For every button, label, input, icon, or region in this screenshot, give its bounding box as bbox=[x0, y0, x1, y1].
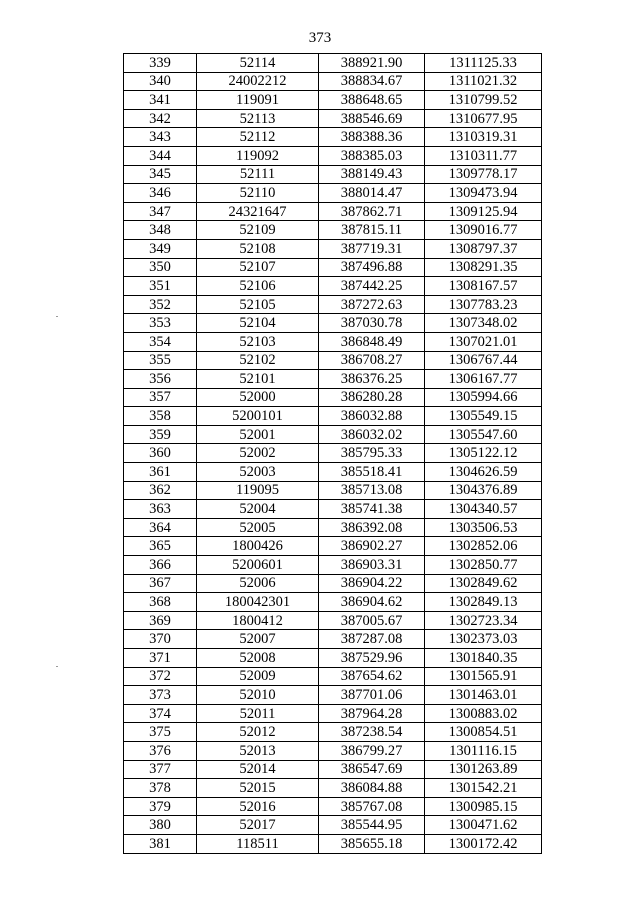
x-coordinate-cell: 388149.43 bbox=[319, 165, 425, 184]
point-id-cell: 5200101 bbox=[197, 407, 319, 426]
x-coordinate-cell: 386903.31 bbox=[319, 556, 425, 575]
point-number-cell: 343 bbox=[124, 128, 197, 147]
point-id-cell: 52110 bbox=[197, 184, 319, 203]
table-row bbox=[124, 388, 542, 407]
y-coordinate-cell: 1304340.57 bbox=[425, 500, 542, 519]
x-coordinate-cell: 388648.65 bbox=[319, 91, 425, 110]
point-number-cell: 351 bbox=[124, 277, 197, 296]
x-coordinate-cell: 385795.33 bbox=[319, 444, 425, 463]
table-row bbox=[124, 574, 542, 593]
point-number-cell: 374 bbox=[124, 704, 197, 723]
y-coordinate-cell: 1310677.95 bbox=[425, 109, 542, 128]
x-coordinate-cell: 388921.90 bbox=[319, 54, 425, 73]
point-number-cell: 353 bbox=[124, 314, 197, 333]
y-coordinate-cell: 1301263.89 bbox=[425, 760, 542, 779]
x-coordinate-cell: 386392.08 bbox=[319, 518, 425, 537]
y-coordinate-cell: 1303506.53 bbox=[425, 518, 542, 537]
y-coordinate-cell: 1308167.57 bbox=[425, 277, 542, 296]
table-row bbox=[124, 537, 542, 556]
x-coordinate-cell: 386904.22 bbox=[319, 574, 425, 593]
y-coordinate-cell: 1302373.03 bbox=[425, 630, 542, 649]
point-id-cell: 52007 bbox=[197, 630, 319, 649]
x-coordinate-cell: 387287.08 bbox=[319, 630, 425, 649]
y-coordinate-cell: 1304626.59 bbox=[425, 463, 542, 482]
point-number-cell: 377 bbox=[124, 760, 197, 779]
x-coordinate-cell: 386032.88 bbox=[319, 407, 425, 426]
table-row bbox=[124, 332, 542, 351]
table-row bbox=[124, 779, 542, 798]
point-id-cell: 119092 bbox=[197, 146, 319, 165]
y-coordinate-cell: 1307783.23 bbox=[425, 295, 542, 314]
point-number-cell: 340 bbox=[124, 72, 197, 91]
point-number-cell: 360 bbox=[124, 444, 197, 463]
point-id-cell: 52114 bbox=[197, 54, 319, 73]
point-id-cell: 118511 bbox=[197, 834, 319, 853]
y-coordinate-cell: 1310319.31 bbox=[425, 128, 542, 147]
point-number-cell: 342 bbox=[124, 109, 197, 128]
y-coordinate-cell: 1302849.13 bbox=[425, 593, 542, 612]
point-id-cell: 52004 bbox=[197, 500, 319, 519]
point-id-cell: 52002 bbox=[197, 444, 319, 463]
x-coordinate-cell: 385544.95 bbox=[319, 816, 425, 835]
point-number-cell: 373 bbox=[124, 686, 197, 705]
y-coordinate-cell: 1310311.77 bbox=[425, 146, 542, 165]
x-coordinate-cell: 387442.25 bbox=[319, 277, 425, 296]
point-number-cell: 366 bbox=[124, 556, 197, 575]
page-number: 373 bbox=[308, 30, 332, 46]
point-number-cell: 349 bbox=[124, 239, 197, 258]
point-number-cell: 341 bbox=[124, 91, 197, 110]
x-coordinate-cell: 386708.27 bbox=[319, 351, 425, 370]
table-row bbox=[124, 667, 542, 686]
point-number-cell: 352 bbox=[124, 295, 197, 314]
point-id-cell: 52017 bbox=[197, 816, 319, 835]
point-number-cell: 359 bbox=[124, 425, 197, 444]
y-coordinate-cell: 1308797.37 bbox=[425, 239, 542, 258]
x-coordinate-cell: 387701.06 bbox=[319, 686, 425, 705]
point-id-cell: 1800426 bbox=[197, 537, 319, 556]
point-id-cell: 52101 bbox=[197, 370, 319, 389]
y-coordinate-cell: 1310799.52 bbox=[425, 91, 542, 110]
point-number-cell: 370 bbox=[124, 630, 197, 649]
point-id-cell: 52003 bbox=[197, 463, 319, 482]
table-row bbox=[124, 797, 542, 816]
x-coordinate-cell: 387862.71 bbox=[319, 202, 425, 221]
point-number-cell: 357 bbox=[124, 388, 197, 407]
point-id-cell: 52108 bbox=[197, 239, 319, 258]
table-row bbox=[124, 611, 542, 630]
point-id-cell: 52012 bbox=[197, 723, 319, 742]
table-row bbox=[124, 760, 542, 779]
x-coordinate-cell: 385767.08 bbox=[319, 797, 425, 816]
y-coordinate-cell: 1305994.66 bbox=[425, 388, 542, 407]
point-number-cell: 372 bbox=[124, 667, 197, 686]
y-coordinate-cell: 1307021.01 bbox=[425, 332, 542, 351]
point-id-cell: 52010 bbox=[197, 686, 319, 705]
point-number-cell: 358 bbox=[124, 407, 197, 426]
table-row bbox=[124, 741, 542, 760]
point-id-cell: 52111 bbox=[197, 165, 319, 184]
table-row bbox=[124, 444, 542, 463]
x-coordinate-cell: 387005.67 bbox=[319, 611, 425, 630]
table-row bbox=[124, 425, 542, 444]
point-number-cell: 378 bbox=[124, 779, 197, 798]
x-coordinate-cell: 386280.28 bbox=[319, 388, 425, 407]
y-coordinate-cell: 1309125.94 bbox=[425, 202, 542, 221]
table-row bbox=[124, 407, 542, 426]
y-coordinate-cell: 1301565.91 bbox=[425, 667, 542, 686]
y-coordinate-cell: 1300471.62 bbox=[425, 816, 542, 835]
y-coordinate-cell: 1309016.77 bbox=[425, 221, 542, 240]
point-id-cell: 52102 bbox=[197, 351, 319, 370]
x-coordinate-cell: 386902.27 bbox=[319, 537, 425, 556]
y-coordinate-cell: 1302852.06 bbox=[425, 537, 542, 556]
point-id-cell: 52015 bbox=[197, 779, 319, 798]
table-row bbox=[124, 500, 542, 519]
point-id-cell: 52104 bbox=[197, 314, 319, 333]
table-row bbox=[124, 351, 542, 370]
table-row bbox=[124, 146, 542, 165]
point-number-cell: 339 bbox=[124, 54, 197, 73]
point-number-cell: 350 bbox=[124, 258, 197, 277]
point-number-cell: 367 bbox=[124, 574, 197, 593]
y-coordinate-cell: 1302723.34 bbox=[425, 611, 542, 630]
point-number-cell: 362 bbox=[124, 481, 197, 500]
table-row bbox=[124, 481, 542, 500]
x-coordinate-cell: 388385.03 bbox=[319, 146, 425, 165]
x-coordinate-cell: 387496.88 bbox=[319, 258, 425, 277]
y-coordinate-cell: 1305122.12 bbox=[425, 444, 542, 463]
point-id-cell: 52105 bbox=[197, 295, 319, 314]
x-coordinate-cell: 387238.54 bbox=[319, 723, 425, 742]
y-coordinate-cell: 1302850.77 bbox=[425, 556, 542, 575]
margin-speck bbox=[56, 666, 58, 667]
y-coordinate-cell: 1309473.94 bbox=[425, 184, 542, 203]
point-id-cell: 52009 bbox=[197, 667, 319, 686]
point-number-cell: 363 bbox=[124, 500, 197, 519]
x-coordinate-cell: 388834.67 bbox=[319, 72, 425, 91]
table-row bbox=[124, 556, 542, 575]
point-id-cell: 52109 bbox=[197, 221, 319, 240]
point-id-cell: 52112 bbox=[197, 128, 319, 147]
point-id-cell: 52011 bbox=[197, 704, 319, 723]
point-id-cell: 52000 bbox=[197, 388, 319, 407]
point-number-cell: 355 bbox=[124, 351, 197, 370]
table-row bbox=[124, 72, 542, 91]
point-id-cell: 52107 bbox=[197, 258, 319, 277]
y-coordinate-cell: 1301463.01 bbox=[425, 686, 542, 705]
table-row bbox=[124, 239, 542, 258]
y-coordinate-cell: 1311125.33 bbox=[425, 54, 542, 73]
x-coordinate-cell: 387719.31 bbox=[319, 239, 425, 258]
point-number-cell: 346 bbox=[124, 184, 197, 203]
table-row bbox=[124, 258, 542, 277]
point-id-cell: 52001 bbox=[197, 425, 319, 444]
table-row bbox=[124, 202, 542, 221]
x-coordinate-cell: 385518.41 bbox=[319, 463, 425, 482]
point-number-cell: 361 bbox=[124, 463, 197, 482]
x-coordinate-cell: 387654.62 bbox=[319, 667, 425, 686]
x-coordinate-cell: 387964.28 bbox=[319, 704, 425, 723]
table-row bbox=[124, 295, 542, 314]
y-coordinate-cell: 1301116.15 bbox=[425, 741, 542, 760]
point-number-cell: 381 bbox=[124, 834, 197, 853]
table-row bbox=[124, 109, 542, 128]
y-coordinate-cell: 1300854.51 bbox=[425, 723, 542, 742]
point-id-cell: 52103 bbox=[197, 332, 319, 351]
x-coordinate-cell: 388014.47 bbox=[319, 184, 425, 203]
x-coordinate-cell: 386904.62 bbox=[319, 593, 425, 612]
table-row bbox=[124, 834, 542, 853]
x-coordinate-cell: 386799.27 bbox=[319, 741, 425, 760]
table-row bbox=[124, 221, 542, 240]
point-number-cell: 356 bbox=[124, 370, 197, 389]
table-row bbox=[124, 686, 542, 705]
table-row bbox=[124, 518, 542, 537]
point-id-cell: 52008 bbox=[197, 649, 319, 668]
point-id-cell: 24321647 bbox=[197, 202, 319, 221]
point-number-cell: 368 bbox=[124, 593, 197, 612]
point-number-cell: 364 bbox=[124, 518, 197, 537]
y-coordinate-cell: 1300883.02 bbox=[425, 704, 542, 723]
y-coordinate-cell: 1301840.35 bbox=[425, 649, 542, 668]
point-id-cell: 1800412 bbox=[197, 611, 319, 630]
x-coordinate-cell: 386848.49 bbox=[319, 332, 425, 351]
table-row bbox=[124, 463, 542, 482]
point-id-cell: 119095 bbox=[197, 481, 319, 500]
y-coordinate-cell: 1304376.89 bbox=[425, 481, 542, 500]
y-coordinate-cell: 1305547.60 bbox=[425, 425, 542, 444]
x-coordinate-cell: 386084.88 bbox=[319, 779, 425, 798]
table-row bbox=[124, 277, 542, 296]
point-number-cell: 379 bbox=[124, 797, 197, 816]
point-id-cell: 52106 bbox=[197, 277, 319, 296]
y-coordinate-cell: 1311021.32 bbox=[425, 72, 542, 91]
point-id-cell: 52014 bbox=[197, 760, 319, 779]
table-row bbox=[124, 630, 542, 649]
point-number-cell: 347 bbox=[124, 202, 197, 221]
point-number-cell: 345 bbox=[124, 165, 197, 184]
y-coordinate-cell: 1302849.62 bbox=[425, 574, 542, 593]
y-coordinate-cell: 1307348.02 bbox=[425, 314, 542, 333]
point-id-cell: 24002212 bbox=[197, 72, 319, 91]
point-id-cell: 52005 bbox=[197, 518, 319, 537]
x-coordinate-cell: 385713.08 bbox=[319, 481, 425, 500]
y-coordinate-cell: 1300172.42 bbox=[425, 834, 542, 853]
point-id-cell: 52013 bbox=[197, 741, 319, 760]
y-coordinate-cell: 1306767.44 bbox=[425, 351, 542, 370]
table-row bbox=[124, 54, 542, 73]
x-coordinate-cell: 385741.38 bbox=[319, 500, 425, 519]
point-id-cell: 180042301 bbox=[197, 593, 319, 612]
y-coordinate-cell: 1305549.15 bbox=[425, 407, 542, 426]
table-row bbox=[124, 723, 542, 742]
x-coordinate-cell: 387529.96 bbox=[319, 649, 425, 668]
point-number-cell: 344 bbox=[124, 146, 197, 165]
table-row bbox=[124, 128, 542, 147]
table-row bbox=[124, 816, 542, 835]
table-row bbox=[124, 91, 542, 110]
point-id-cell: 5200601 bbox=[197, 556, 319, 575]
y-coordinate-cell: 1306167.77 bbox=[425, 370, 542, 389]
point-number-cell: 369 bbox=[124, 611, 197, 630]
point-number-cell: 380 bbox=[124, 816, 197, 835]
point-number-cell: 375 bbox=[124, 723, 197, 742]
y-coordinate-cell: 1301542.21 bbox=[425, 779, 542, 798]
coordinates-table bbox=[123, 53, 542, 854]
table-row bbox=[124, 314, 542, 333]
x-coordinate-cell: 386376.25 bbox=[319, 370, 425, 389]
table-row bbox=[124, 184, 542, 203]
table-row bbox=[124, 593, 542, 612]
margin-speck bbox=[56, 316, 58, 317]
y-coordinate-cell: 1300985.15 bbox=[425, 797, 542, 816]
x-coordinate-cell: 388388.36 bbox=[319, 128, 425, 147]
point-id-cell: 52113 bbox=[197, 109, 319, 128]
table-row bbox=[124, 649, 542, 668]
point-id-cell: 52006 bbox=[197, 574, 319, 593]
point-number-cell: 371 bbox=[124, 649, 197, 668]
x-coordinate-cell: 387815.11 bbox=[319, 221, 425, 240]
table-row bbox=[124, 370, 542, 389]
coordinates-table-body bbox=[124, 54, 542, 854]
x-coordinate-cell: 386032.02 bbox=[319, 425, 425, 444]
table-row bbox=[124, 165, 542, 184]
x-coordinate-cell: 387030.78 bbox=[319, 314, 425, 333]
x-coordinate-cell: 386547.69 bbox=[319, 760, 425, 779]
x-coordinate-cell: 385655.18 bbox=[319, 834, 425, 853]
y-coordinate-cell: 1308291.35 bbox=[425, 258, 542, 277]
y-coordinate-cell: 1309778.17 bbox=[425, 165, 542, 184]
point-number-cell: 348 bbox=[124, 221, 197, 240]
x-coordinate-cell: 388546.69 bbox=[319, 109, 425, 128]
point-id-cell: 52016 bbox=[197, 797, 319, 816]
point-number-cell: 365 bbox=[124, 537, 197, 556]
point-number-cell: 376 bbox=[124, 741, 197, 760]
point-id-cell: 119091 bbox=[197, 91, 319, 110]
point-number-cell: 354 bbox=[124, 332, 197, 351]
x-coordinate-cell: 387272.63 bbox=[319, 295, 425, 314]
table-row bbox=[124, 704, 542, 723]
